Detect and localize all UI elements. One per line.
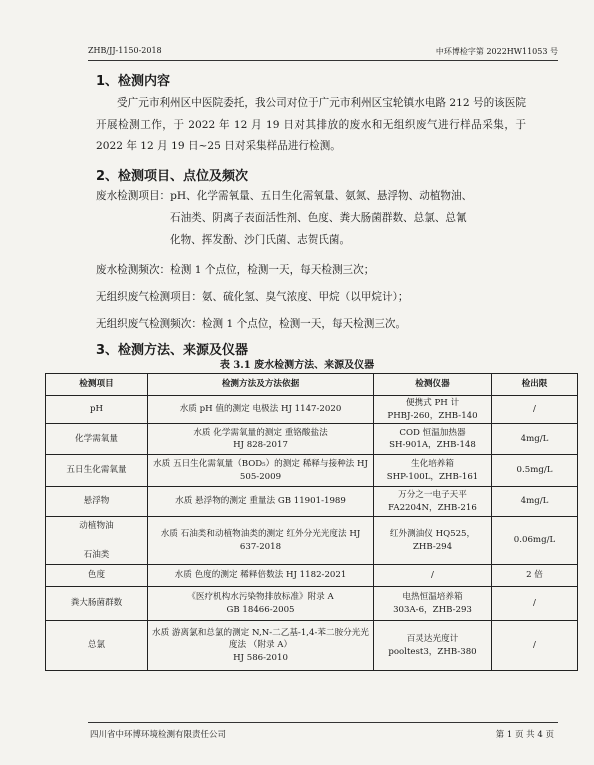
cell-item-text: 悬浮物 [83, 496, 110, 507]
cell-method [148, 396, 374, 424]
table-row [46, 487, 578, 517]
cell-method-text: 水质 石油类和动植物油类的测定 红外分光光度法 HJ 637-2018 [160, 529, 361, 552]
header-rule [88, 60, 558, 61]
cell-method-text: 《医疗机构水污染物排放标准》附录 A GB 18466-2005 [187, 592, 334, 615]
section-2-line: 石油类、阴离子表面活性剂、色度、粪大肠菌群数、总氯、总氰 [170, 212, 467, 224]
table-row [46, 424, 578, 455]
cell-item-line: 石油类 [83, 549, 110, 560]
cell-item [46, 621, 148, 671]
cell-instrument [374, 487, 492, 517]
cell-item-text: 粪大肠菌群数 [70, 598, 123, 609]
col-header-item: 检测项目 [46, 374, 148, 396]
cell-instrument [374, 396, 492, 424]
cell-limit [492, 455, 578, 487]
col-header-limit: 检出限 [492, 374, 578, 396]
table-row [46, 455, 578, 487]
cell-limit [492, 424, 578, 455]
cell-instrument-text: COD 恒温加热器 SH-901A，ZHB-148 [389, 427, 476, 450]
cell-instrument-text: 万分之一电子天平 FA2204N，ZHB-216 [388, 490, 477, 513]
section-2-line: 化物、挥发酚、沙门氏菌、志贺氏菌。 [170, 234, 351, 246]
cell-method-text: 水质 化学需氧量的测定 重铬酸盐法 HJ 828-2017 [193, 427, 328, 450]
cell-method [148, 621, 374, 671]
page-number: 第 1 页 共 4 页 [495, 730, 554, 740]
cell-limit-text: / [533, 598, 536, 609]
col-header-method: 检测方法及方法依据 [148, 374, 374, 396]
cell-instrument-text: / [431, 570, 434, 581]
cell-method [148, 455, 374, 487]
cell-limit-text: 4mg/L [520, 496, 549, 507]
cell-instrument [374, 517, 492, 565]
section-1-body: 受广元市利州区中医院委托，我公司对位于广元市利州区宝轮镇水电路 212 号的该医院开展检测工作，于 2022 年 12 月 19 日对其排放的废水和无组织废气进行样品采集，于 2022 年 12 月 19 日~25 日对采集样品进行检测。 [96, 97, 526, 152]
cell-limit [492, 621, 578, 671]
table-row [46, 621, 578, 671]
cell-item-text: 五日生化需氧量 [66, 465, 127, 476]
cell-instrument-text: 红外测油仪 HQ525， ZHB-294 [389, 529, 476, 552]
cell-method-text: 水质 pH 值的测定 电极法 HJ 1147-2020 [179, 404, 342, 415]
cell-limit [492, 517, 578, 565]
col-header-instrument: 检测仪器 [374, 374, 492, 396]
cell-item-text: pH [90, 404, 103, 415]
cell-item [46, 517, 148, 565]
cell-limit-text: 2 倍 [526, 570, 543, 581]
section-2-line: 废水检测频次：检测 1 个点位，检测一天，每天检测三次； [96, 264, 375, 276]
page-header [88, 46, 558, 60]
cell-limit-text: 4mg/L [520, 433, 549, 444]
cell-method [148, 424, 374, 455]
doc-code: ZHB/JJ-1150-2018 [88, 46, 162, 55]
cell-item-text: 总氯 [87, 640, 106, 651]
report-number: 中环博检字第 2022HW11053 号 [435, 47, 558, 56]
cell-item-text: 化学需氧量 [75, 433, 118, 444]
table-row [46, 396, 578, 424]
table-row [46, 565, 578, 587]
cell-limit [492, 396, 578, 424]
cell-instrument [374, 424, 492, 455]
cell-instrument [374, 565, 492, 587]
cell-instrument-text: 生化培养箱 SHP-100L，ZHB-161 [386, 459, 479, 482]
cell-method-text: 水质 游离氯和总氯的测定 N,N-二乙基-1,4-苯二胺分光光度法 （附录 A） HJ 586-2010 [152, 627, 369, 663]
cell-item [46, 396, 148, 424]
cell-item-line: 动植物油 [79, 521, 114, 531]
table-row [46, 517, 578, 565]
cell-limit-text: / [533, 404, 536, 415]
cell-limit [492, 565, 578, 587]
company-name: 四川省中环博环境检测有限责任公司 [90, 730, 227, 740]
cell-item [46, 487, 148, 517]
cell-limit-text: 0.5mg/L [516, 465, 553, 476]
section-2-line: 废水检测项目：pH、化学需氧量、五日生化需氧量、氨氮、悬浮物、动植物油、 [96, 190, 473, 202]
table-header-row [46, 374, 578, 396]
section-2-line: 无组织废气检测频次：检测 1 个点位，检测一天，每天检测三次。 [96, 318, 407, 330]
cell-item [46, 565, 148, 587]
table-caption: 表 3.1 废水检测方法、来源及仪器 [219, 360, 375, 371]
cell-instrument [374, 587, 492, 621]
methods-table [45, 373, 578, 671]
footer-rule [88, 722, 558, 723]
cell-limit-text: / [533, 640, 536, 651]
section-2-line: 无组织废气检测项目：氨、硫化氢、臭气浓度、甲烷（以甲烷计）； [96, 291, 409, 303]
cell-instrument [374, 621, 492, 671]
cell-item [46, 455, 148, 487]
cell-item [46, 424, 148, 455]
cell-method-text: 水质 色度的测定 稀释倍数法 HJ 1182-2021 [174, 570, 347, 581]
cell-method-text: 水质 悬浮物的测定 重量法 GB 11901-1989 [175, 496, 346, 507]
cell-method [148, 587, 374, 621]
cell-instrument-text: 百灵达光度计 pooltest3，ZHB-380 [388, 634, 477, 657]
table-body [46, 396, 578, 671]
cell-item [46, 587, 148, 621]
cell-limit-text: 0.06mg/L [513, 535, 556, 546]
cell-method [148, 565, 374, 587]
cell-instrument-text: 电热恒温培养箱 303A-6，ZHB-293 [393, 592, 472, 615]
section-3-title: 3、检测方法、来源及仪器 [96, 343, 249, 358]
cell-item-text: 色度 [87, 570, 106, 581]
cell-limit [492, 487, 578, 517]
cell-instrument-text: 便携式 PH 计 PHBJ-260，ZHB-140 [387, 398, 478, 421]
section-1-title: 1、检测内容 [96, 74, 171, 89]
table-row [46, 587, 578, 621]
cell-method-text: 水质 五日生化需氧量（BOD₅）的测定 稀释与接种法 HJ 505-2009 [153, 459, 368, 482]
cell-instrument [374, 455, 492, 487]
cell-limit [492, 587, 578, 621]
cell-method [148, 517, 374, 565]
section-2-title: 2、检测项目、点位及频次 [96, 169, 249, 184]
cell-method [148, 487, 374, 517]
